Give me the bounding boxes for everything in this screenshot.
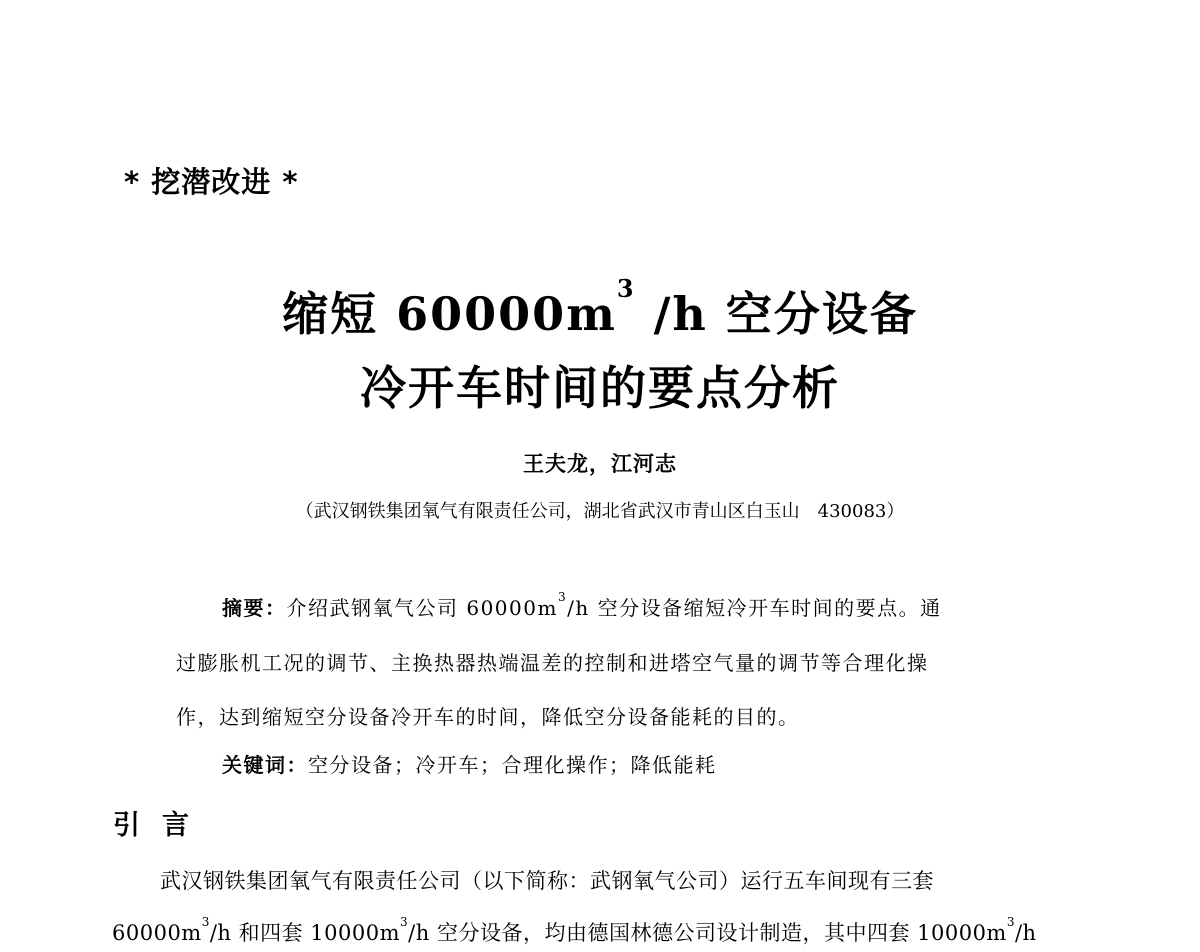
- column-tag: * 挖潜改进 *: [124, 165, 299, 199]
- body-line-2-a: 60000m: [112, 921, 202, 945]
- title-line-1-suffix: /h 空分设备: [635, 287, 918, 341]
- affiliation-postcode: 430083）: [817, 501, 905, 522]
- body-paragraph-line-1: 武汉钢铁集团氧气有限责任公司（以下简称：武钢氧气公司）运行五车间现有三套: [160, 869, 934, 893]
- body-line-2-c: /h 空分设备，均由德国林德公司设计制造，其中四套 10000m: [408, 921, 1007, 945]
- title-superscript: 3: [616, 274, 636, 303]
- authors: 王夫龙，江河志: [523, 452, 677, 476]
- body-superscript-1: 3: [201, 915, 210, 929]
- keywords-text: 空分设备；冷开车；合理化操作；降低能耗: [308, 753, 717, 777]
- body-line-2-d: /h: [1014, 921, 1037, 945]
- paper-title-line-2: 冷开车时间的要点分析: [360, 361, 840, 415]
- affiliation: [0, 497, 1200, 523]
- paper-title-line-1: [0, 274, 1200, 344]
- abstract-line-1-a: 介绍武钢氧气公司 60000m: [286, 596, 558, 620]
- abstract-superscript: 3: [557, 590, 568, 604]
- abstract-line-1-b: /h 空分设备缩短冷开车时间的要点。通: [567, 596, 942, 620]
- body-line-2-b: /h 和四套 10000m: [209, 921, 401, 945]
- section-heading-introduction: [113, 803, 189, 842]
- keywords-label: 关键词：: [222, 753, 308, 777]
- abstract-line-1: [222, 592, 942, 621]
- keywords-line: [222, 749, 717, 778]
- affiliation-text: （武汉钢铁集团氧气有限责任公司，湖北省武汉市青山区白玉山: [295, 501, 800, 522]
- abstract-line-3: 作，达到缩短空分设备冷开车的时间，降低空分设备能耗的目的。: [176, 705, 800, 729]
- body-superscript-2: 3: [400, 915, 409, 929]
- abstract-line-2: 过膨胀机工况的调节、主换热器热端温差的控制和进塔空气量的调节等合理化操: [176, 651, 929, 675]
- body-superscript-3: 3: [1006, 915, 1015, 929]
- section-heading-char-1: 引: [113, 810, 140, 841]
- abstract-label: 摘要：: [222, 596, 287, 620]
- section-heading-char-2: 言: [162, 810, 189, 841]
- title-line-1-prefix: 缩短 60000m: [282, 287, 617, 341]
- body-paragraph-line-2: [112, 917, 1037, 947]
